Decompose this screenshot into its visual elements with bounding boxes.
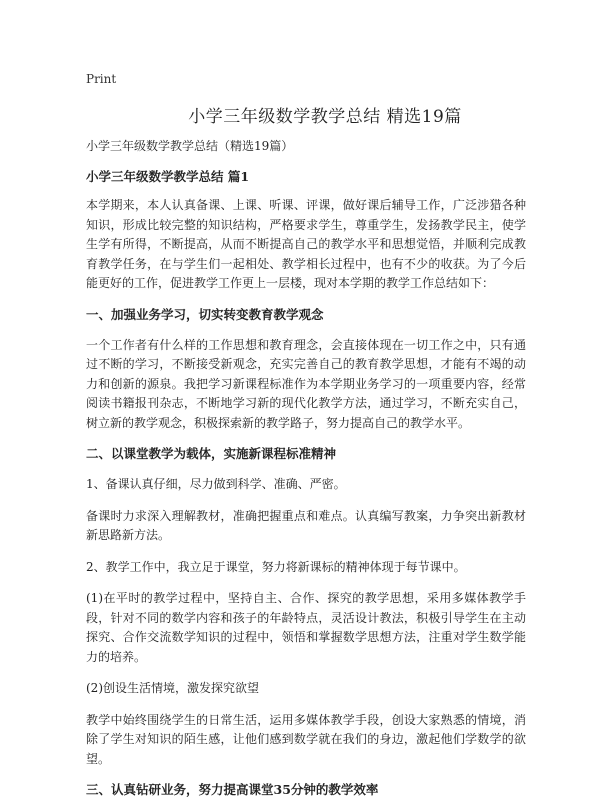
paragraph-4: 教学中始终围绕学生的日常生活，运用多媒体教学手段，创设大家熟悉的情境，消除了学生对知识的陌生感，让他们感到数学就在我们的身边，激起他们学数学的欲望。 bbox=[86, 712, 526, 766]
intro-paragraph: 本学期来，本人认真备课、上课、听课、评课，做好课后辅导工作，广泛涉猎各种知识，形成比较完整的知识结构，严格要求学生，尊重学生，发扬教学民主，使学生学有所得，不断提高，从而不断提高自己的教学水平和思想觉悟，并顺利完成教育教学任务，在与学生们一起相处、教学相长过程中，也有不少的收获。为了今后能更好的工作，促进教学工作更上一层楼，现对本学期的教学工作总结如下： bbox=[86, 198, 526, 290]
heading-1: 一、加强业务学习，切实转变教育教学观念 bbox=[86, 306, 324, 322]
document-subtitle: 小学三年级数学教学总结（精选19篇） bbox=[86, 139, 294, 153]
print-link[interactable]: Print bbox=[86, 72, 117, 86]
list-item-1: 1、备课认真仔细，尽力做到科学、准确、严密。 bbox=[86, 477, 346, 491]
list-item-3: (2)创设生活情境，激发探究欲望 bbox=[86, 681, 259, 695]
list-item-2: 2、教学工作中，我立足于课堂，努力将新课标的精神体现于每节课中。 bbox=[86, 559, 466, 574]
document-page bbox=[86, 60, 526, 811]
document-title: 小学三年级数学教学总结 精选19篇 bbox=[188, 107, 462, 127]
section-title: 小学三年级数学教学总结 篇1 bbox=[86, 169, 250, 184]
paragraph-2: 备课时力求深入理解教材，准确把握重点和难点。认真编写教案，力争突出新教材新思路新方法。 bbox=[86, 508, 526, 542]
heading-2: 二、以课堂教学为载体，实施新课程标准精神 bbox=[86, 446, 337, 461]
heading-3: 三、认真钻研业务，努力提高课堂35分钟的教学效率 bbox=[86, 782, 379, 797]
paragraph-3: (1)在平时的教学过程中，坚持自主、合作、探究的教学思想，采用多媒体教学手段，针对不同的数学内容和孩子的年龄特点，灵活设计教法，积极引导学生在主动探究、合作交流数学知识的过程中，领悟和掌握数学思想方法，注重对学生数学能力的培养。 bbox=[86, 591, 526, 664]
paragraph-1: 一个工作者有什么样的工作思想和教育理念，会直接体现在一切工作之中，只有通过不断的学习，不断接受新观念，充实完善自己的教育教学思想，才能有不竭的动力和创新的源泉。我把学习新课程标准作为本学期业务学习的一项重要内容，经常阅读书籍报刊杂志，不断地学习新的现代化教学方法，通过学习，不断充实自己，树立新的教学观念，积极探索新的教学路子，努力提高自己的教学水平。 bbox=[86, 337, 526, 430]
